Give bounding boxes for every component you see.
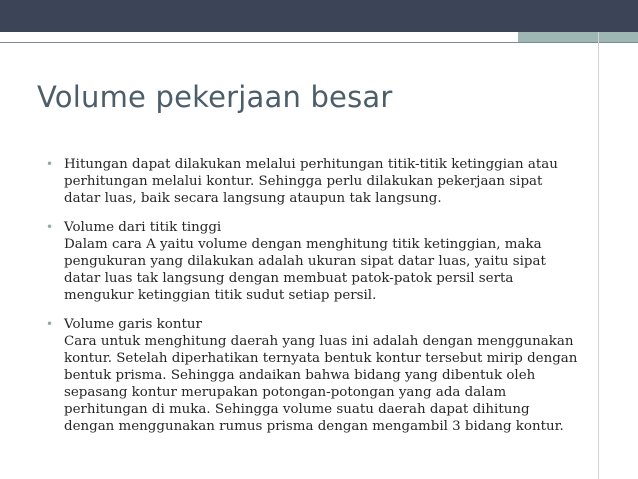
bullet-dot-icon: • — [46, 220, 54, 234]
bullet-item-contour — [46, 316, 606, 435]
bullet-list — [46, 156, 606, 447]
bullet-line: sepasang kontur merupakan potongan-potongan yang ada dalam — [64, 385, 507, 400]
bullet-line: pengukuran yang dilakukan adalah ukuran sipat datar luas, yaitu sipat — [64, 254, 546, 269]
bullet-body — [64, 156, 606, 207]
bullet-dot-icon: • — [46, 157, 54, 171]
bullet-body — [64, 219, 606, 304]
bullet-heading: Volume dari titik tinggi — [64, 220, 222, 235]
bullet-line: dengan menggunakan rumus prisma dengan mengambil 3 bidang kontur. — [64, 419, 564, 434]
bullet-line: Hitungan dapat dilakukan melalui perhitungan titik-titik ketinggian atau — [64, 157, 558, 172]
bullet-line: bentuk prisma. Sehingga andaikan bahwa bidang yang dibentuk oleh — [64, 368, 536, 383]
header-divider — [0, 42, 638, 43]
bullet-dot-icon: • — [46, 317, 54, 331]
bullet-line: mengukur ketinggian titik sudut setiap persil. — [64, 288, 377, 303]
bullet-item-calculation — [46, 156, 606, 207]
bullet-line: perhitungan melalui kontur. Sehingga perlu dilakukan pekerjaan sipat — [64, 174, 543, 189]
bullet-item-spot-height — [46, 219, 606, 304]
bullet-line: datar luas tak langsung dengan membuat patok-patok persil serta — [64, 271, 514, 286]
bullet-line: datar luas, baik secara langsung ataupun tak langsung. — [64, 191, 442, 206]
top-banner — [0, 0, 638, 32]
bullet-body — [64, 316, 606, 435]
bullet-line: perhitungan di muka. Sehingga volume suatu daerah dapat dihitung — [64, 402, 530, 417]
top-accent-bar — [518, 32, 638, 42]
bullet-line: Cara untuk menghitung daerah yang luas ini adalah dengan menggunakan — [64, 334, 574, 349]
bullet-line: Dalam cara A yaitu volume dengan menghitung titik ketinggian, maka — [64, 237, 542, 252]
bullet-line: kontur. Setelah diperhatikan ternyata bentuk kontur tersebut mirip dengan — [64, 351, 578, 366]
slide-title: Volume pekerjaan besar — [37, 80, 393, 114]
bullet-heading: Volume garis kontur — [64, 317, 202, 332]
